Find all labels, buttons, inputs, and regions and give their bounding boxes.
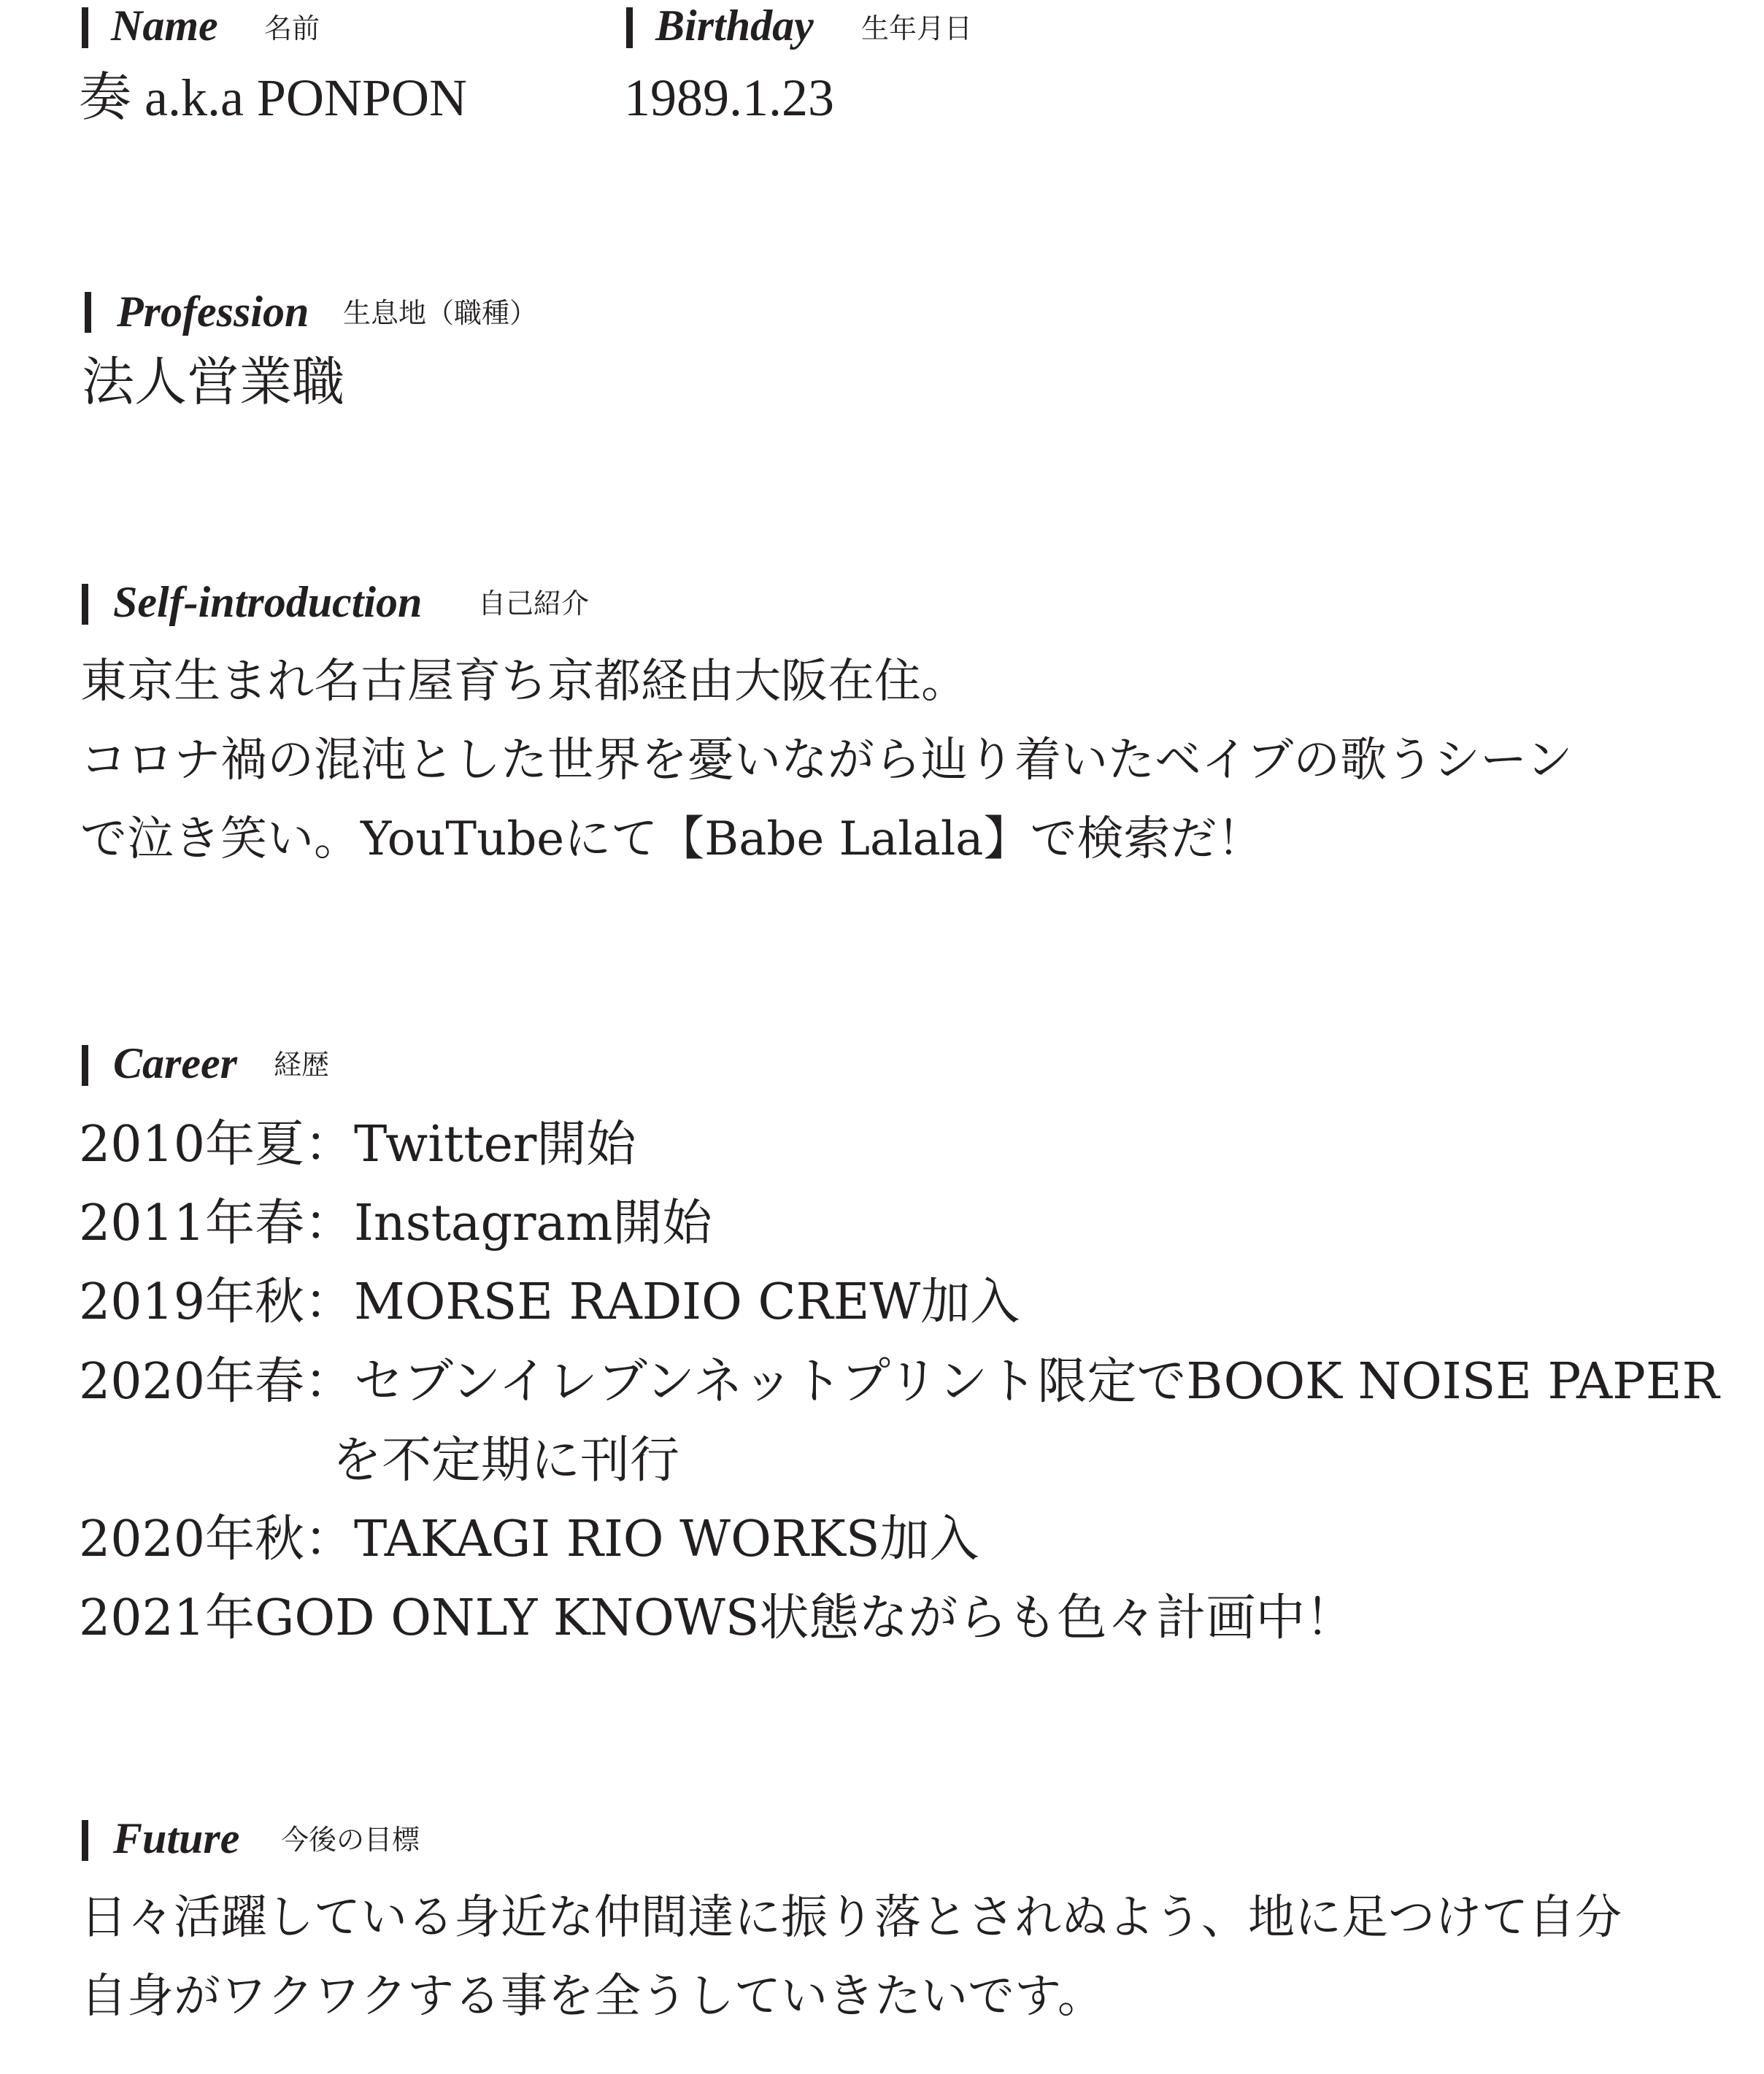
future-label-bar <box>82 1820 88 1861</box>
profession-label-en: Profession <box>117 288 309 336</box>
name-label-jp: 名前 <box>264 12 320 45</box>
name-label-en: Name <box>111 1 218 50</box>
self-intro-label-en: Self-introduction <box>113 578 423 626</box>
career-line: 2021年GOD ONLY KNOWS状態ながらも色々計画中！ <box>79 1589 1355 1647</box>
self-intro-line: で泣き笑い。YouTubeにて【Babe Lalala】で検索だ！ <box>80 812 1264 866</box>
career-line: 2020年春：セブンイレブンネットプリント限定でBOOK NOISE PAPER <box>79 1353 1719 1411</box>
career-line: 2010年夏：Twitter開始 <box>79 1116 636 1173</box>
birthday-value: 1989.1.23 <box>624 69 834 127</box>
career-line: 2019年秋：MORSE RADIO CREW加入 <box>79 1273 1020 1331</box>
self-intro-label-jp: 自己紹介 <box>478 587 590 620</box>
career-line: を不定期に刊行 <box>332 1432 680 1489</box>
future-line: 日々活躍している身近な仲間達に振り落とされぬよう、地に足つけて自分 <box>80 1891 1622 1945</box>
profession-value: 法人営業職 <box>82 353 345 412</box>
self-intro-line: コロナ禍の混沌とした世界を憂いながら辿り着いたベイブの歌うシーン <box>80 733 1573 787</box>
name-label-bar <box>82 7 88 48</box>
career-line: 2011年春：Instagram開始 <box>79 1195 712 1252</box>
profession-label-jp: 生息地（職種） <box>343 297 538 329</box>
birthday-label-en: Birthday <box>655 1 814 50</box>
career-line: 2020年秋：TAKAGI RIO WORKS加入 <box>79 1511 979 1568</box>
career-label-en: Career <box>113 1039 237 1087</box>
future-label-jp: 今後の目標 <box>281 1824 420 1856</box>
name-value: 奏 a.k.a PONPON <box>79 69 467 127</box>
profession-label-bar <box>85 292 91 333</box>
birthday-label-jp: 生年月日 <box>861 12 973 45</box>
self-intro-label-bar <box>82 584 88 625</box>
birthday-label-bar <box>626 7 633 48</box>
future-line: 自身がワクワクする事を全うしていきたいです。 <box>80 1970 1104 2024</box>
future-label-en: Future <box>113 1814 240 1862</box>
career-label-bar <box>82 1045 88 1086</box>
self-intro-line: 東京生まれ名古屋育ち京都経由大阪在住。 <box>80 655 968 709</box>
career-label-jp: 経歴 <box>274 1049 330 1081</box>
